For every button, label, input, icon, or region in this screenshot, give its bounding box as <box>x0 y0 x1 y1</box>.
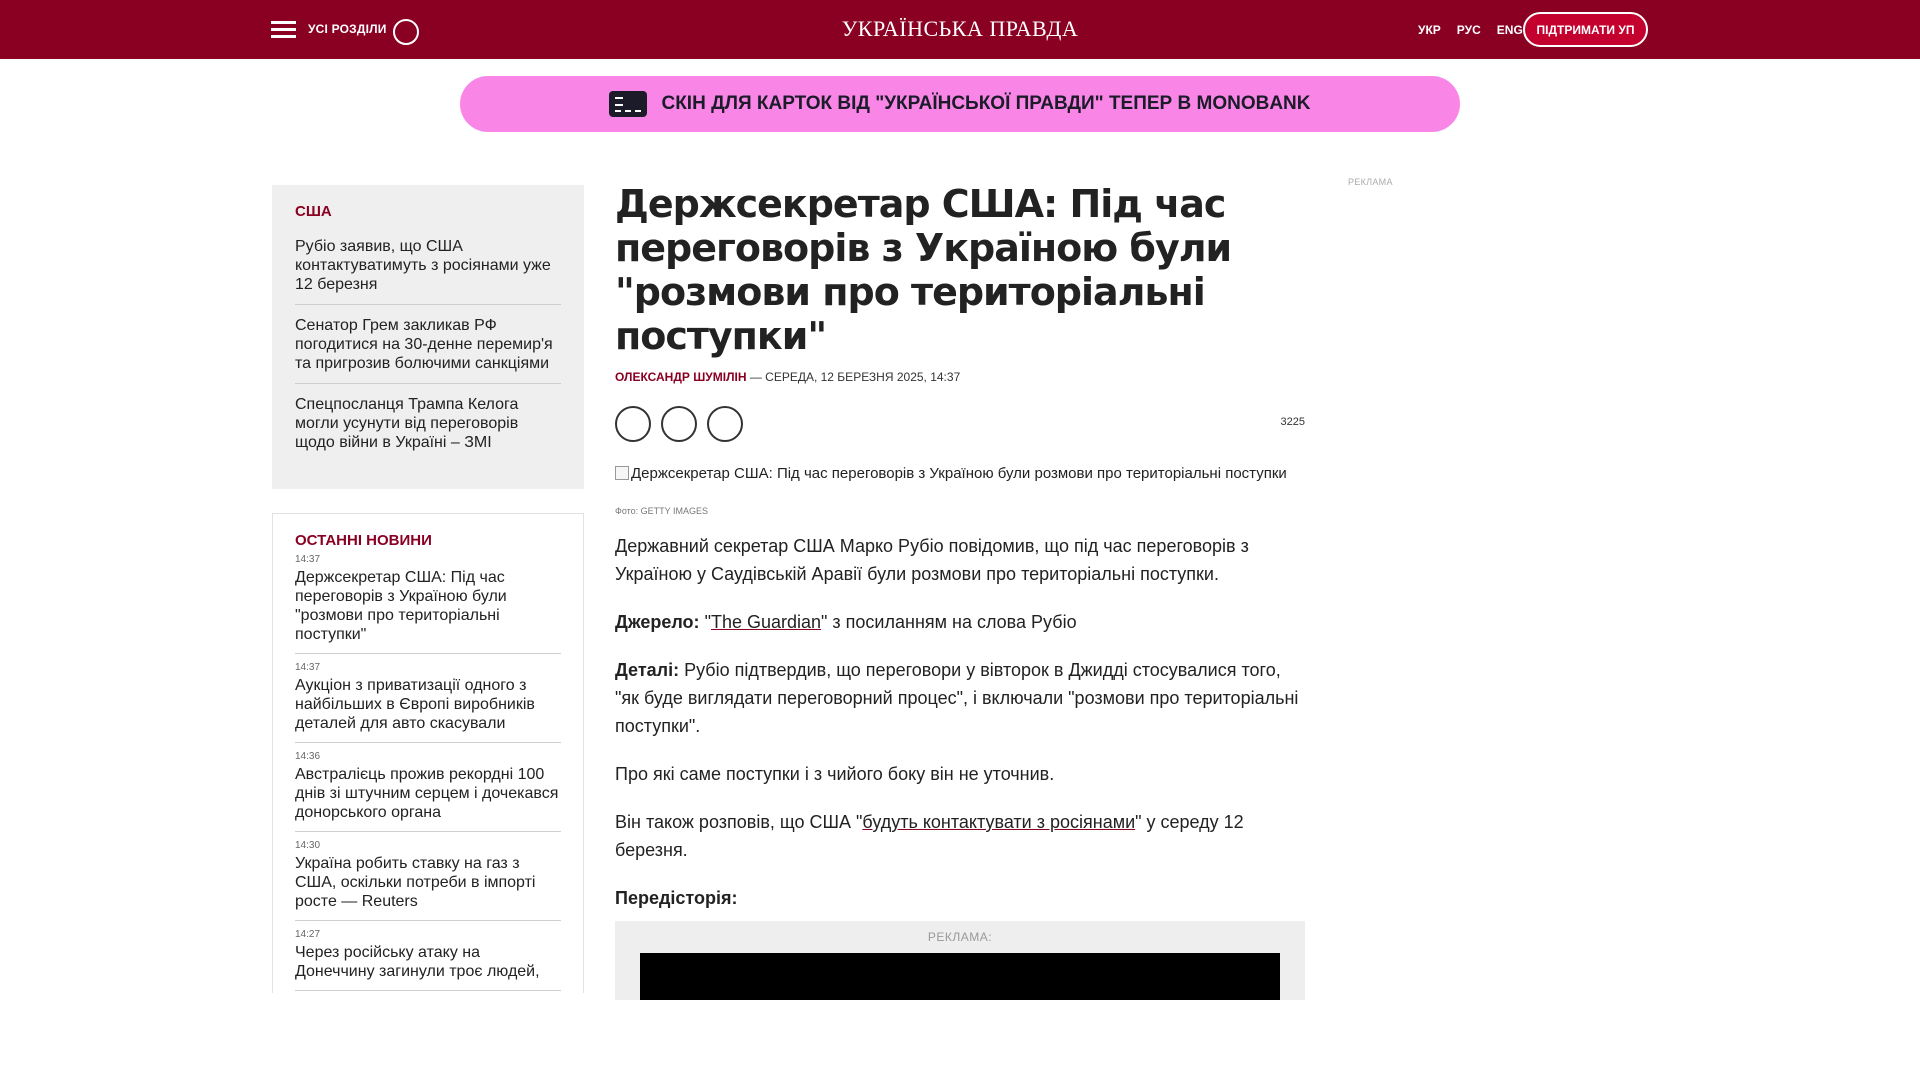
views-count: 3225 <box>1280 416 1305 428</box>
share-row <box>615 406 1305 442</box>
article-body <box>615 532 1305 932</box>
text-fragment: " з посиланням на слова Рубіо <box>821 612 1077 632</box>
article-image-alt: Держсекретар США: Під час переговорів з Україною були розмови про територіальні поступки <box>631 465 1287 482</box>
news-title[interactable]: Україна робить ставку на газ з США, оскільки потреби в імпорті росте — Reuters <box>295 855 536 910</box>
news-item[interactable] <box>295 554 561 654</box>
paragraph <box>615 884 1305 912</box>
search-icon[interactable] <box>393 19 419 45</box>
share-facebook-icon[interactable] <box>615 406 651 442</box>
article <box>615 182 1305 944</box>
share-twitter-icon[interactable] <box>661 406 697 442</box>
article-image <box>615 466 1305 482</box>
news-time: 14:27 <box>295 929 321 940</box>
paragraph <box>615 608 1305 636</box>
news-title[interactable]: Аукціон з приватизації одного з найбільших в Європі виробників деталей для авто скасували <box>295 677 535 732</box>
news-title[interactable]: Держсекретар США: Під час переговорів з Україною були "розмови про територіальні поступки" <box>295 569 507 643</box>
news-item[interactable] <box>295 751 561 832</box>
latest-news-box <box>272 513 584 993</box>
lang-eng-link[interactable]: ENG <box>1496 23 1523 37</box>
news-time: 14:37 <box>295 662 321 673</box>
support-button[interactable]: ПІДТРИМАТИ УП <box>1523 12 1648 47</box>
news-item[interactable] <box>295 840 561 921</box>
text-fragment: Рубіо підтвердив, що переговори у вівторок в Джидді стосувалися того, "як буде виглядати переговорний процес", і включали "розмови про територіальні поступки". <box>615 660 1299 736</box>
hamburger-menu-icon[interactable] <box>271 21 296 39</box>
paragraph <box>615 808 1305 864</box>
ad-video-player[interactable] <box>640 953 1280 1000</box>
right-ad-label: РЕКЛАМА <box>1348 177 1393 187</box>
ad-label: РЕКЛАМА: <box>927 930 993 944</box>
news-time: 14:30 <box>295 840 321 851</box>
inline-ad <box>615 921 1305 1000</box>
related-item[interactable]: Рубіо заявив, що США контактуватимуть з росіянами уже 12 березня <box>295 237 561 305</box>
article-headline: Держсекретар США: Під час переговорів з Україною були "розмови про територіальні поступки" <box>615 182 1232 358</box>
share-telegram-icon[interactable] <box>707 406 743 442</box>
all-sections-link[interactable]: УСІ РОЗДІЛИ <box>308 22 387 36</box>
related-tag-link[interactable]: США <box>295 203 332 220</box>
related-news-box <box>272 185 584 489</box>
paragraph: Державний секретар США Марко Рубіо повідомив, що під час переговорів з Україною у Саудівській Аравії були розмови про територіальні поступки. <box>615 536 1249 584</box>
news-item[interactable] <box>295 662 561 743</box>
news-time: 14:37 <box>295 554 321 565</box>
news-item[interactable] <box>295 929 561 991</box>
paragraph <box>615 656 1305 740</box>
language-switcher <box>1418 23 1523 37</box>
source-label: Джерело: <box>615 612 700 632</box>
contact-russians-link[interactable]: будуть контактувати з росіянами <box>862 812 1136 832</box>
related-item[interactable]: Спецпосланця Трампа Келога могли усунути від переговорів щодо війни в Україні – ЗМІ <box>295 396 519 451</box>
promo-text: СКІН ДЛЯ КАРТОК ВІД "УКРАЇНСЬКОЇ ПРАВДИ" ТЕПЕР В MONOBANK <box>661 93 1311 114</box>
details-label: Деталі: <box>615 660 680 680</box>
background-label: Передісторія: <box>615 888 738 908</box>
news-time: 14:36 <box>295 751 321 762</box>
paragraph: Про які саме поступки і з чийого боку він не уточнив. <box>615 764 1055 784</box>
latest-news-title[interactable]: ОСТАННІ НОВИНИ <box>295 532 432 549</box>
article-byline <box>615 370 1305 384</box>
bank-card-icon <box>609 91 647 117</box>
article-date: — СЕРЕДА, 12 БЕРЕЗНЯ 2025, 14:37 <box>746 370 961 384</box>
promo-banner[interactable] <box>460 76 1460 132</box>
top-header <box>0 0 1920 59</box>
author-link[interactable]: ОЛЕКСАНДР ШУМІЛІН <box>615 370 747 384</box>
photo-credit: Фото: GETTY IMAGES <box>615 506 709 516</box>
related-item[interactable]: Сенатор Грем закликав РФ погодитися на 30-денне перемир'я та пригрозив болючими санкціями <box>295 316 561 384</box>
news-title[interactable]: Через російську атаку на Донеччину загинули троє людей, <box>295 944 540 980</box>
news-title[interactable]: Австралієць прожив рекордні 100 днів зі штучним серцем і дочекався донорського органа <box>295 766 559 821</box>
source-link[interactable]: The Guardian <box>710 612 822 632</box>
text-fragment: " у середу 12 березня. <box>615 812 1244 860</box>
text-fragment: Він також розповів, що США " <box>615 812 863 832</box>
lang-rus-link[interactable]: РУС <box>1456 23 1481 37</box>
broken-image-icon <box>615 466 629 480</box>
lang-ukr-link[interactable]: УКР <box>1418 23 1441 37</box>
text-fragment: " <box>699 612 711 632</box>
site-logo[interactable]: УКРАЇНСЬКА ПРАВДА <box>841 16 1079 41</box>
